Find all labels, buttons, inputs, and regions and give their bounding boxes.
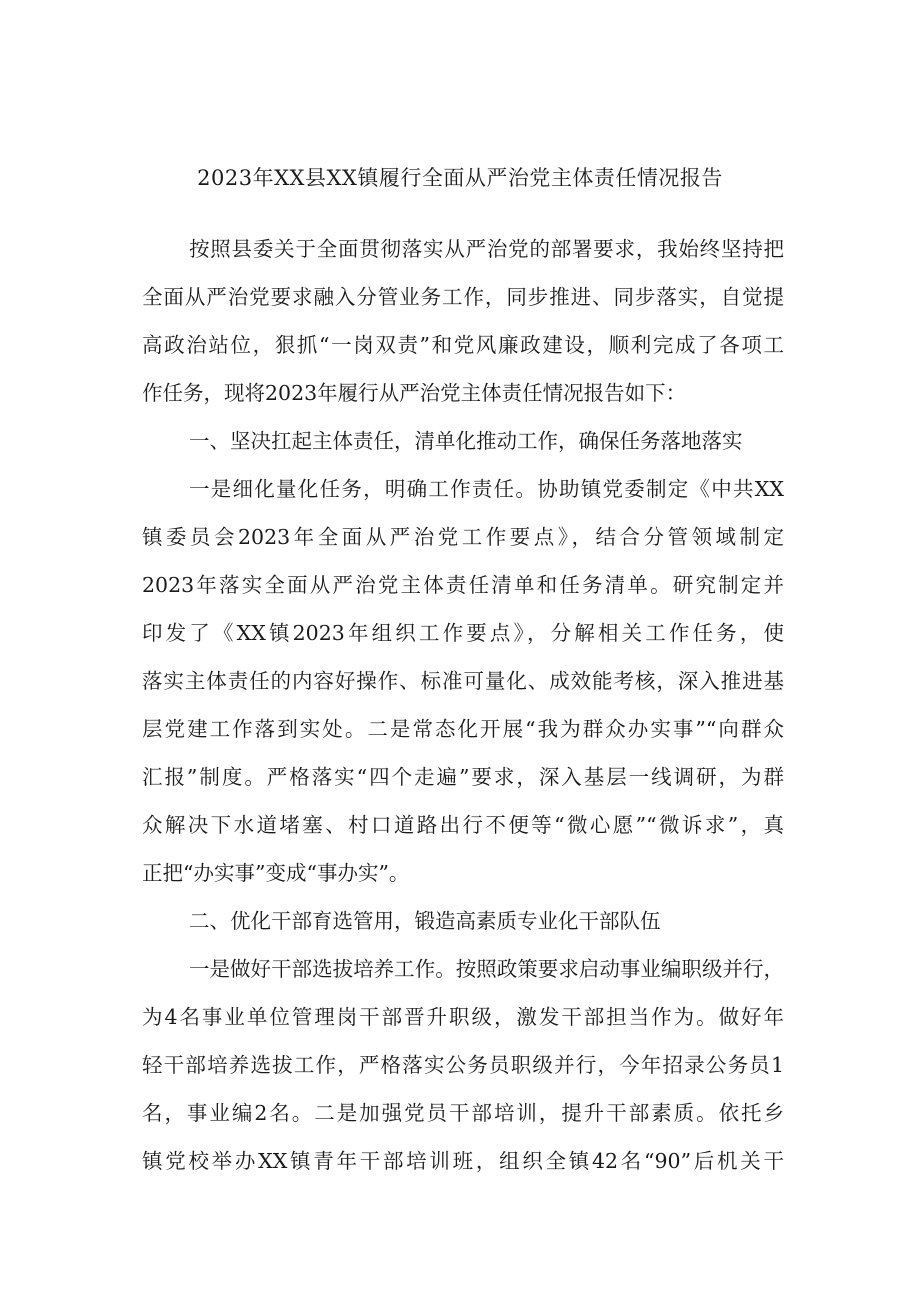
paragraph-line: 众解决下水道堵塞、村口道路出行不便等“微心愿”“微诉求”，真 — [142, 813, 784, 837]
paragraph-line: 印发了《XX镇2023年组织工作要点》，分解相关工作任务，使 — [142, 621, 784, 645]
document-title: 2023年XX县XX镇履行全面从严治党主体责任情况报告 — [197, 166, 723, 190]
paragraph-line: 轻干部培养选拔工作，严格落实公务员职级并行，今年招录公务员1 — [142, 1053, 784, 1077]
paragraph-line: 落实主体责任的内容好操作、标准可量化、成效能考核，深入推进基 — [142, 669, 784, 693]
paragraph-line: 镇党校举办XX镇青年干部培训班，组织全镇42名“90”后机关干 — [142, 1149, 784, 1173]
paragraph-line: 镇委员会2023年全面从严治党工作要点》，结合分管领域制定 — [142, 525, 784, 549]
section-heading: 一、坚决扛起主体责任，清单化推动工作，确保任务落地落实 — [189, 429, 743, 453]
paragraph-line: 为4名事业单位管理岗干部晋升职级，激发干部担当作为。做好年 — [142, 1005, 784, 1029]
paragraph-line: 全面从严治党要求融入分管业务工作，同步推进、同步落实，自觉提 — [142, 285, 784, 309]
paragraph-line: 名，事业编2名。二是加强党员干部培训，提升干部素质。依托乡 — [142, 1101, 784, 1125]
paragraph-line: 汇报”制度。严格落实“四个走遍”要求，深入基层一线调研，为群 — [142, 765, 784, 789]
paragraph-line: 一是细化量化任务，明确工作责任。协助镇党委制定《中共XX — [189, 477, 784, 501]
paragraph-line: 按照县委关于全面贯彻落实从严治党的部署要求，我始终坚持把 — [189, 237, 784, 261]
paragraph-line: 作任务，现将2023年履行从严治党主体责任情况报告如下： — [142, 381, 687, 405]
paragraph-line: 层党建工作落到实处。二是常态化开展“我为群众办实事”“向群众 — [142, 717, 784, 741]
paragraph-line: 一是做好干部选拔培养工作。按照政策要求启动事业编职级并行， — [189, 957, 784, 981]
section-heading: 二、优化干部育选管用，锻造高素质专业化干部队伍 — [189, 909, 661, 933]
paragraph-line: 高政治站位，狠抓“一岗双责”和党风廉政建设，顺利完成了各项工 — [142, 333, 784, 357]
paragraph-line: 2023年落实全面从严治党主体责任清单和任务清单。研究制定并 — [142, 573, 784, 597]
paragraph-line: 正把“办实事”变成“事办实”。 — [142, 861, 410, 885]
